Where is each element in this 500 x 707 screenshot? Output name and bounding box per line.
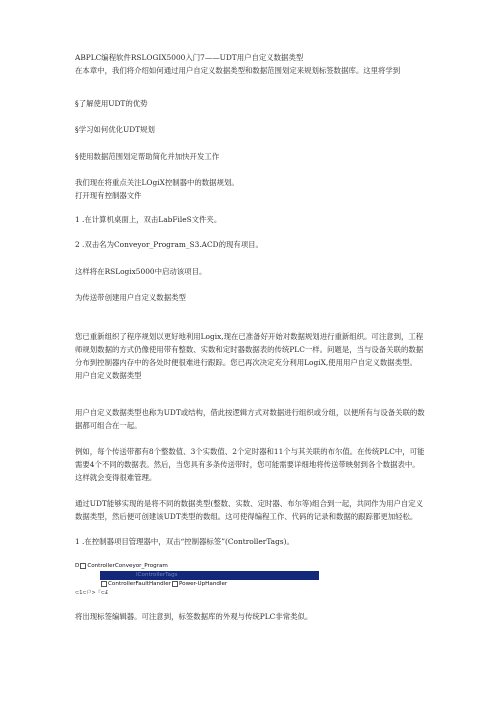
example-paragraph: 例如，每个传送带都有8个整数值、3个实数值、2个定时器和11个与其关联的布尔值。在传统PLC中，可能需要4个不同的数据表。然后，当您具有多条传送带时，您可能需要详细地将传送带映射到各个数据表中。这样就会变得很难管理。 xyxy=(75,447,425,482)
bullet-2: §学习如何优化UDT规划 xyxy=(75,125,155,134)
tree-handlers-row[interactable]: ControllerFaultHandler Power-UpHandler xyxy=(75,580,319,589)
tree-controller-row[interactable]: D ControllerConveyor_Program xyxy=(75,563,168,569)
reorg-text: 您已重新组织了程序规划以更好地利用Logix,现在已准备好开始对数据规划进行重新组织。可注意到，工程师规划数据的方式仍像使用带有整数、实数和定时器数据表的传统PLC一样。问题是，当与设备关联的数据分布到控制器内存中的各处时便很难进行跟踪。您已再次决定充分利用LogiX,使用用户自定义数据类型。 xyxy=(75,332,424,367)
rslogix-start-text: 这样将在RSLogix5000中启动该项目。 xyxy=(75,267,207,276)
combine-paragraph: 通过UDT能够实现的是将不同的数据类型(整数、实数、定时器、布尔等)组合到一起，共同作为用户自定义数据类型，然后便可创建该UDT类型的数组。这可使得编程工作、代码的记录和数据的跟踪都更加轻松。 xyxy=(75,499,424,521)
folder-icon xyxy=(172,581,178,587)
create-udt-heading: 为传送带创建用户自定义数据类型 xyxy=(75,293,186,302)
bullet-1: §了解使用UDT的优势 xyxy=(75,99,148,108)
udt-definition: 用户自定义数据类型也称为UDT或结构，借此按逻辑方式对数据进行组织或分组，以便所有与设备关联的数据都可组合在一起。 xyxy=(75,408,425,430)
folder-icon xyxy=(80,563,86,569)
controller-organizer-tree xyxy=(75,562,319,598)
udt-heading: 用户自定义数据类型 xyxy=(75,371,142,380)
reorg-paragraph xyxy=(75,330,427,382)
tree-tasks-row[interactable]: ⊂1⊂户>『⊂£ xyxy=(75,590,109,596)
folder-icon xyxy=(101,581,107,587)
result-text: 将出现标签编辑器。可注意到，标签数据库的外观与传统PLC非常类似。 xyxy=(75,612,313,621)
step-1: 1 .在计算机桌面上，双击LabFileS文件夹。 xyxy=(75,215,222,224)
tree-controller-tags-row[interactable]: IControllerTags xyxy=(100,571,319,580)
doc-title: ABPLC编程软件RSLOGIX5000入门7——UDT用户自定义数据类型 xyxy=(75,53,304,62)
focus-text: 我们现在将重点关注LOgiX控制器中的数据规划。 xyxy=(75,178,239,187)
doc-header xyxy=(75,51,427,77)
open-file-text: 打开现有控制器文件 xyxy=(75,191,142,200)
intro-text: 在本章中，我们将介绍如何通过用户自定义数据类型和数据范围划定来规划标签数据库。这里将学到 xyxy=(75,66,401,75)
step-controller-tags: 1 .在控制器项目管理器中，双击“控制器标签”(ControllerTags)。 xyxy=(75,537,294,546)
focus-paragraph xyxy=(75,176,427,202)
step-2: 2 .双击名为Conveyor_Program_S3.ACD的现有项目。 xyxy=(75,240,263,249)
bullet-3: §使用数据范围划定帮助简化并加快开发工作 xyxy=(75,152,220,161)
